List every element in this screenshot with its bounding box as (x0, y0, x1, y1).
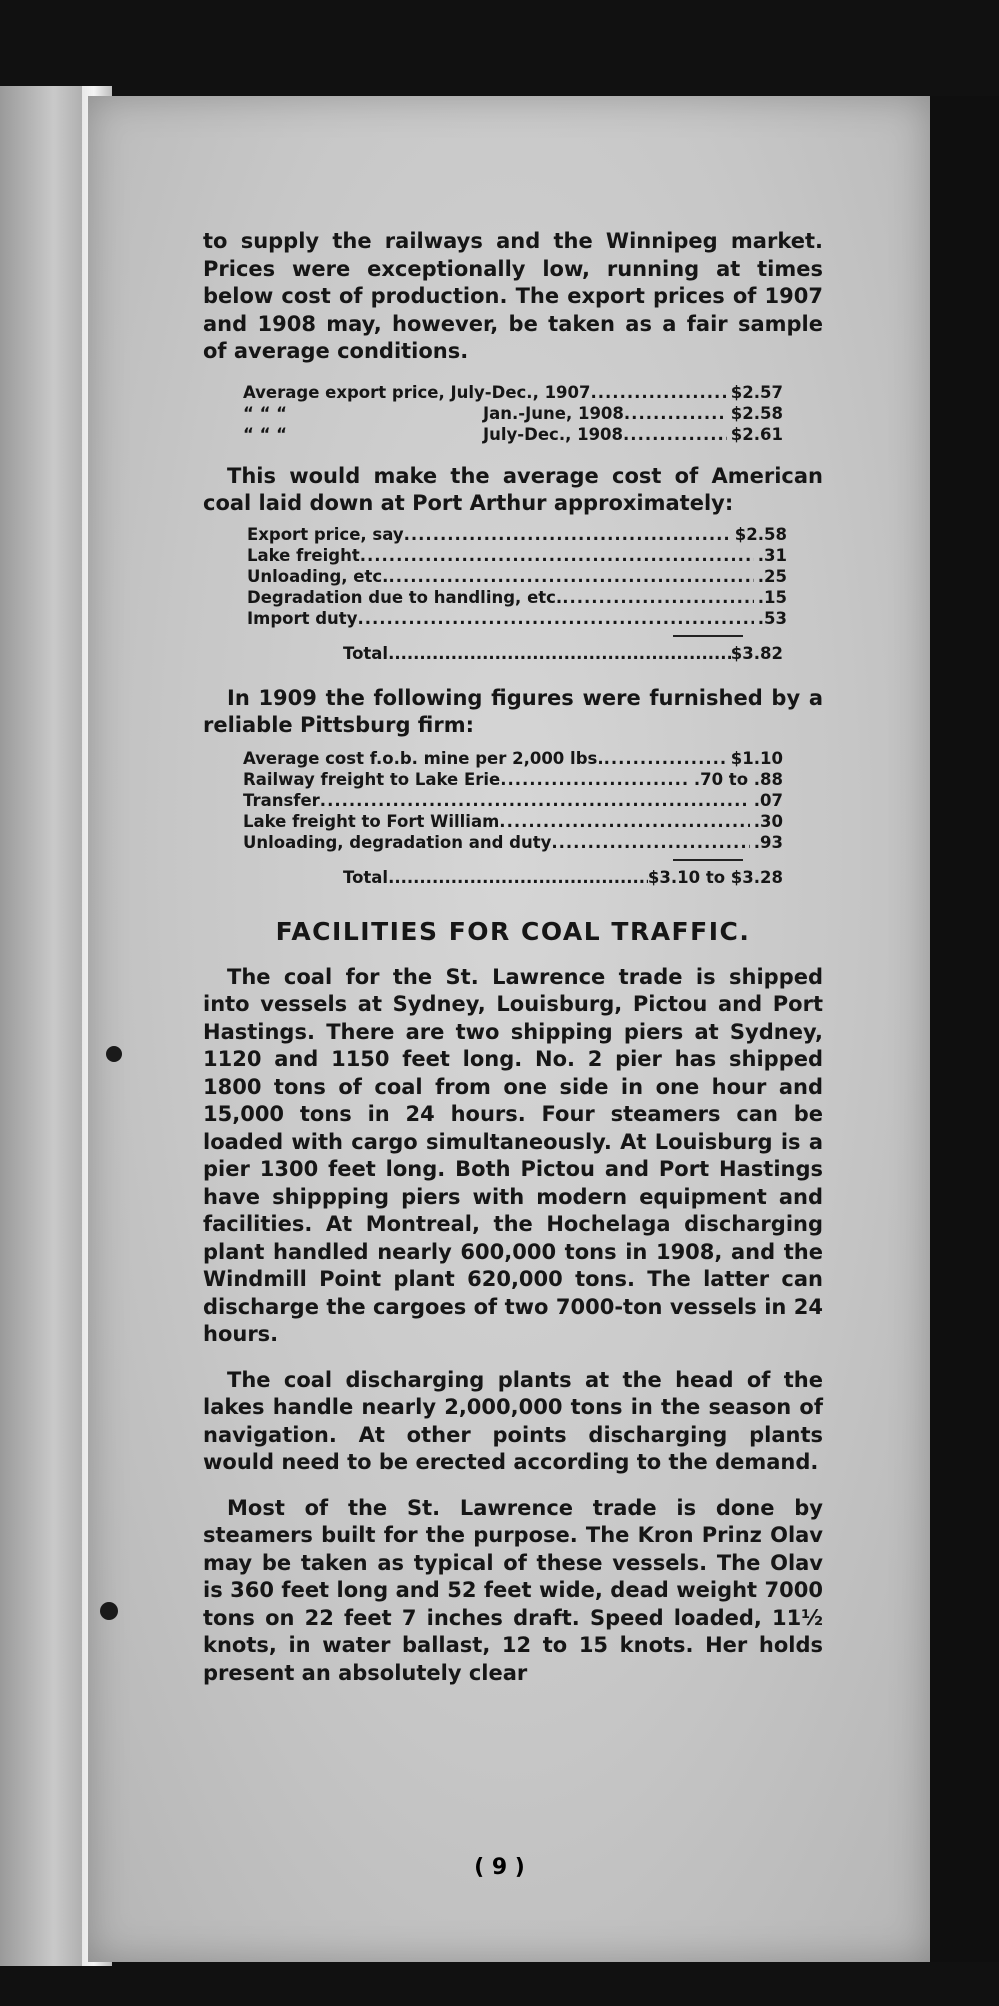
right-dark-edge (930, 96, 999, 1962)
table-row: Lake freight ..... .31 (247, 545, 787, 566)
table-row: Lake freight to Fort William ..... .30 (243, 811, 783, 832)
left-margin-strip (0, 86, 90, 1966)
sum-rule (673, 635, 743, 637)
table-row: Average cost f.o.b. mine per 2,000 lbs. ..... $1.10 (243, 748, 783, 769)
table-row: Unloading, degradation and duty ..... .93 (243, 832, 783, 853)
page-text (203, 228, 823, 1687)
table-row: Import duty ..... .53 (247, 608, 787, 629)
page-number: ( 9 ) (474, 1855, 525, 1880)
pittsburg-table (243, 748, 783, 853)
table-row: Unloading, etc. ..... .25 (247, 566, 787, 587)
table-row: Transfer ..... .07 (243, 790, 783, 811)
table-row: Railway freight to Lake Erie ..... .70 to .88 (243, 769, 783, 790)
intro-paragraph: to supply the railways and the Winnipeg market. Prices were exceptionally low, running at times below cost of production. The export prices of 1907 and 1908 may, however, be taken as a fair sample of average conditions. (203, 229, 823, 363)
table-row: Export price, say ..... $2.58 (247, 524, 787, 545)
steamers-paragraph: Most of the St. Lawrence trade is done by steamers built for the purpose. The Kron Prinz Olav may be taken as typical of these vessels. The Olav is 360 feet long and 52 feet wide, dead weight 7000 tons on 22 feet 7 inches draft. Speed loaded, 11½ knots, in water ballast, 12 to 15 knots. Her holds present an absolutely clear (203, 1495, 823, 1685)
pittsburg-total-row: Total ..... $3.10 to $3.28 (343, 867, 783, 889)
facilities-paragraph: The coal for the St. Lawrence trade is shipped into vessels at Sydney, Louisburg, Pictou and Port Hastings. There are two shipping piers at Sydney, 1120 and 1150 feet long. No. 2 pier has shipped 1800 tons of coal from one side in one hour and 15,000 tons in 24 hours. Four steamers can be loaded with cargo simultaneously. At Louisburg is a pier 1300 feet long. Both Pictou and Port Hastings have shippping piers with modern equipment and facilities. At Montreal, the Hochelaga discharging plant handled nearly 600,000 tons in 1908, and the Windmill Point plant 620,000 tons. The latter can discharge the cargoes of two 7000-ton vessels in 24 hours. (203, 964, 823, 1346)
sum-rule (673, 859, 743, 861)
cost-table (247, 524, 787, 629)
pittsburg-paragraph: In 1909 the following figures were furnished by a reliable Pittsburg firm: (203, 685, 823, 737)
table-row: “ “ “ Jan.-June, 1908 ..... $2.58 (243, 403, 783, 424)
lakes-paragraph: The coal discharging plants at the head of the lakes handle nearly 2,000,000 tons in the season of navigation. At other points discharging plants would need to be erected according to the demand. (203, 1367, 823, 1474)
cost-total-row: Total ..... $3.82 (343, 643, 783, 665)
binding-mark (106, 1046, 122, 1062)
binding-mark (100, 1602, 118, 1620)
section-heading: FACILITIES FOR COAL TRAFFIC. (275, 916, 751, 946)
table-row: Average export price, July-Dec., 1907 ..... $2.57 (243, 382, 783, 403)
table-row: “ “ “ July-Dec., 1908 ..... $2.61 (243, 424, 783, 445)
table-row: Degradation due to handling, etc. ..... .15 (247, 587, 787, 608)
export-price-table (243, 382, 783, 445)
cost-paragraph: This would make the average cost of American coal laid down at Port Arthur approximately: (203, 463, 823, 515)
